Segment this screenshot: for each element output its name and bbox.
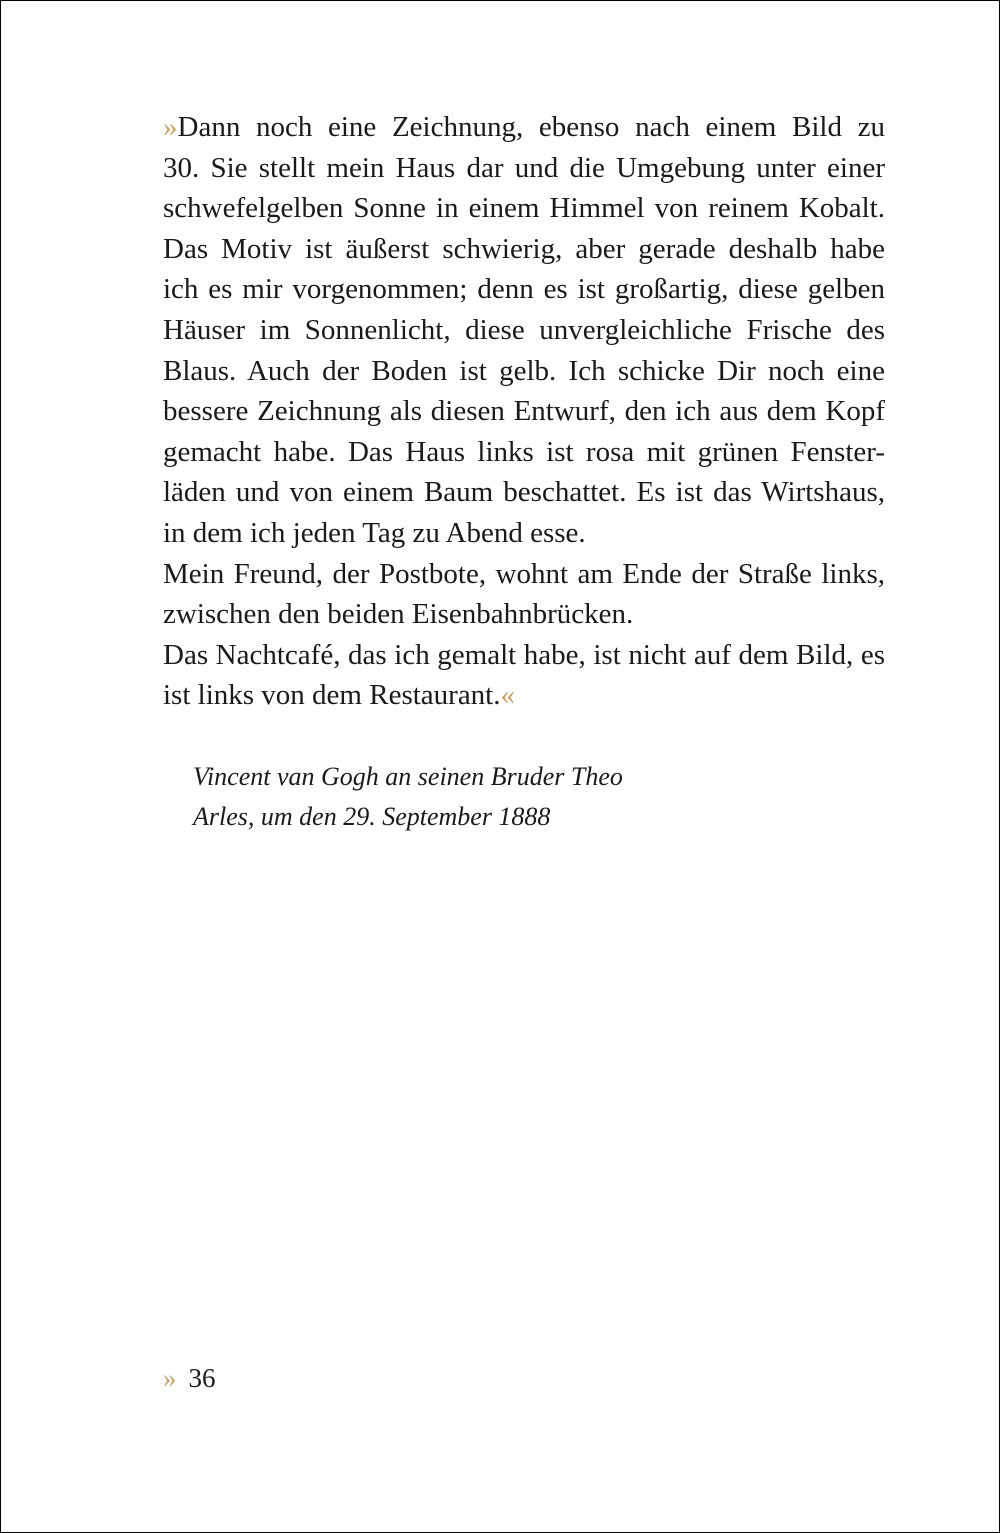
letter-quote — [163, 107, 885, 716]
letter-line: zwischen den beiden Eisenbahnbrücken. — [163, 598, 634, 631]
attribution — [193, 757, 623, 837]
folio-guillemet-icon: » — [163, 1363, 177, 1393]
letter-line: Blaus. Auch der Boden ist gelb. Ich schicke Dir noch eine — [163, 354, 885, 387]
letter-line — [163, 675, 885, 716]
letter-line-text: ist links von dem Restaurant. — [163, 679, 501, 712]
opening-guillemet: » — [163, 111, 178, 143]
letter-line: gemacht habe. Das Haus links ist rosa mit grünen Fenster- — [163, 435, 885, 468]
page-number: 36 — [188, 1363, 216, 1393]
attribution-place-date: Arles, um den 29. September 1888 — [193, 802, 551, 831]
letter-line — [163, 107, 885, 148]
letter-line: 30. Sie stellt mein Haus dar und die Umgebung unter einer — [163, 151, 885, 184]
letter-line-text: Dann noch eine Zeichnung, ebenso nach einem Bild zu — [177, 111, 885, 143]
letter-line: Mein Freund, der Postbote, wohnt am Ende der Straße links, — [163, 557, 885, 590]
letter-line: bessere Zeichnung als diesen Entwurf, den ich aus dem Kopf — [163, 395, 885, 428]
closing-guillemet: « — [500, 679, 515, 712]
letter-line: ich es mir vorgenommen; denn es ist großartig, diese gelben — [163, 273, 885, 306]
letter-line: Das Motiv ist äußerst schwierig, aber gerade deshalb habe — [163, 232, 885, 265]
page-folio — [163, 1361, 216, 1395]
letter-line: in dem ich jeden Tag zu Abend esse. — [163, 516, 586, 549]
letter-line: Häuser im Sonnenlicht, diese unvergleichliche Frische des — [163, 313, 885, 346]
letter-line: Das Nachtcafé, das ich gemalt habe, ist nicht auf dem Bild, es — [163, 638, 885, 671]
attribution-author: Vincent van Gogh an seinen Bruder Theo — [193, 762, 623, 791]
letter-line: schwefelgelben Sonne in einem Himmel von reinem Kobalt. — [163, 192, 885, 225]
letter-line: läden und von einem Baum beschattet. Es ist das Wirtshaus, — [163, 476, 885, 509]
